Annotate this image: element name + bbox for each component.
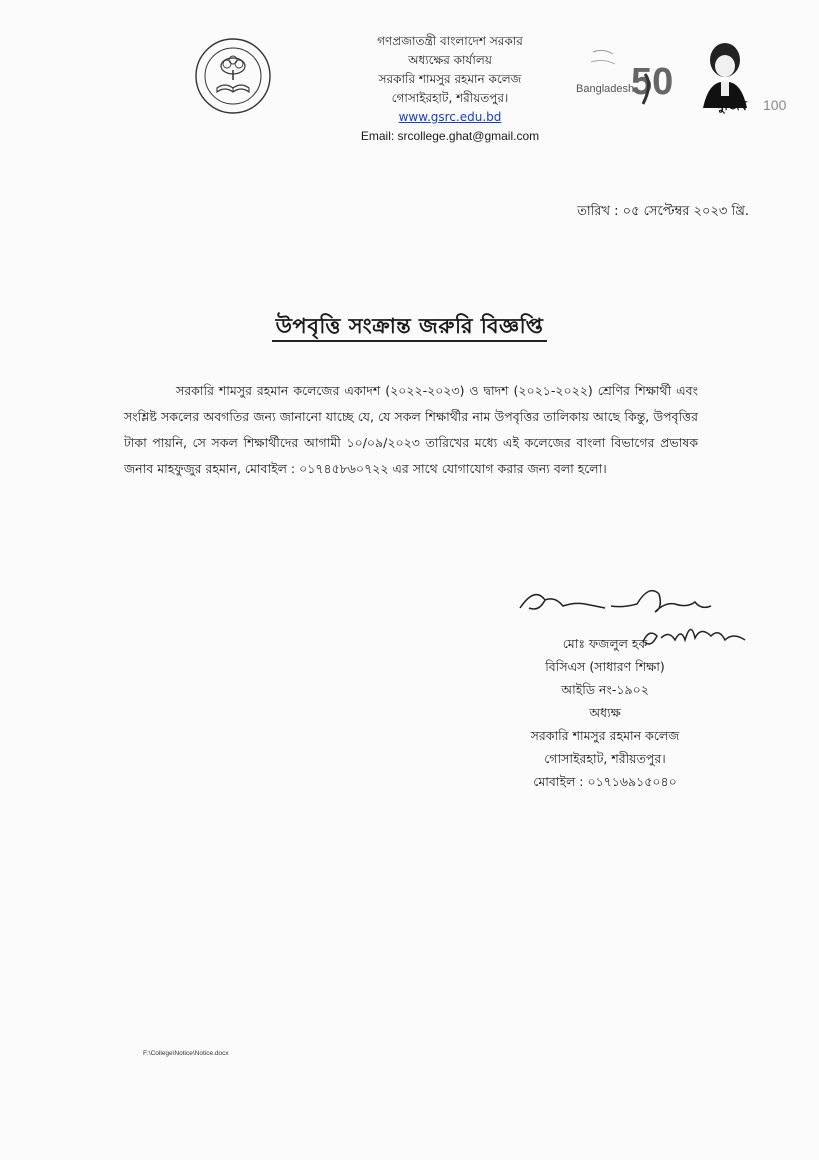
notice-date: তারিখ : ০৫ সেপ্টেম্বর ২০২৩ খ্রি. — [577, 204, 749, 219]
signature-block — [490, 632, 720, 793]
notice-title — [0, 310, 819, 345]
bangladesh-text: Bangladesh — [576, 83, 635, 95]
header-line-office: অধ্যক্ষের কার্যালয় — [408, 53, 492, 67]
email-address: Email: srcollege.ghat@gmail.com — [360, 129, 540, 143]
bangladesh-50-logo — [573, 44, 674, 119]
mujib-text: মুজিব — [717, 99, 747, 114]
signatory-address: গোসাইরহাট, শরীয়তপুর। — [544, 751, 666, 766]
signatory-designation: অধ্যক্ষ — [589, 705, 621, 720]
file-path-footer: F:\College\Notice\Notice.docx — [143, 1050, 229, 1057]
website-link[interactable]: www.gsrc.edu.bd — [398, 110, 502, 124]
header-line-college: সরকারি শামসুর রহমান কলেজ — [378, 72, 522, 86]
header-line-government: গণপ্রজাতন্ত্রী বাংলাদেশ সরকার — [377, 34, 523, 48]
signatory-institution: সরকারি শামসুর রহমান কলেজ — [530, 728, 680, 743]
letterhead — [300, 32, 600, 146]
college-seal-logo — [193, 36, 273, 116]
signatory-service: বিসিএস (সাধারণ শিক্ষা) — [545, 659, 665, 674]
signatory-name: মোঃ ফজলুল হক — [562, 636, 648, 651]
header-line-address: গোসাইরহাট, শরীয়তপুর। — [391, 91, 509, 105]
fifty-number: 50 — [631, 61, 674, 103]
notice-body: সরকারি শামসুর রহমান কলেজের একাদশ (২০২২-২০২৩) ও দ্বাদশ (২০২১-২০২২) শ্রেণির শিক্ষার্থী এবং সংশ্লিষ্ট সকলের অবগতির জন্য জানানো যাচ্ছে যে, যে সকল শিক্ষার্থীর নাম উপবৃত্তির তালিকায় আছে কিন্তু, উপবৃত্তির টাকা পায়নি, সে সকল শিক্ষার্থীদের আগামী ১০/০৯/২০২৩ তারিখের মধ্যে এই কলেজের বাংলা বিভাগের প্রভাষক জনাব মাহফুজুর রহমান, মোবাইল : ০১৭৪৫৮৬০৭২২ এর সাথে যোগাযোগ করার জন্য বলা হলো। — [124, 383, 698, 476]
signatory-id: আইডি নং-১৯০২ — [561, 682, 649, 697]
mujib-100-logo — [695, 38, 787, 118]
hundred-number: 100 — [763, 97, 787, 113]
notice-title-text: উপবৃত্তি সংক্রান্ত জরুরি বিজ্ঞপ্তি — [272, 314, 548, 342]
signatory-mobile: মোবাইল : ০১৭১৬৯১৫০৪০ — [533, 774, 677, 789]
